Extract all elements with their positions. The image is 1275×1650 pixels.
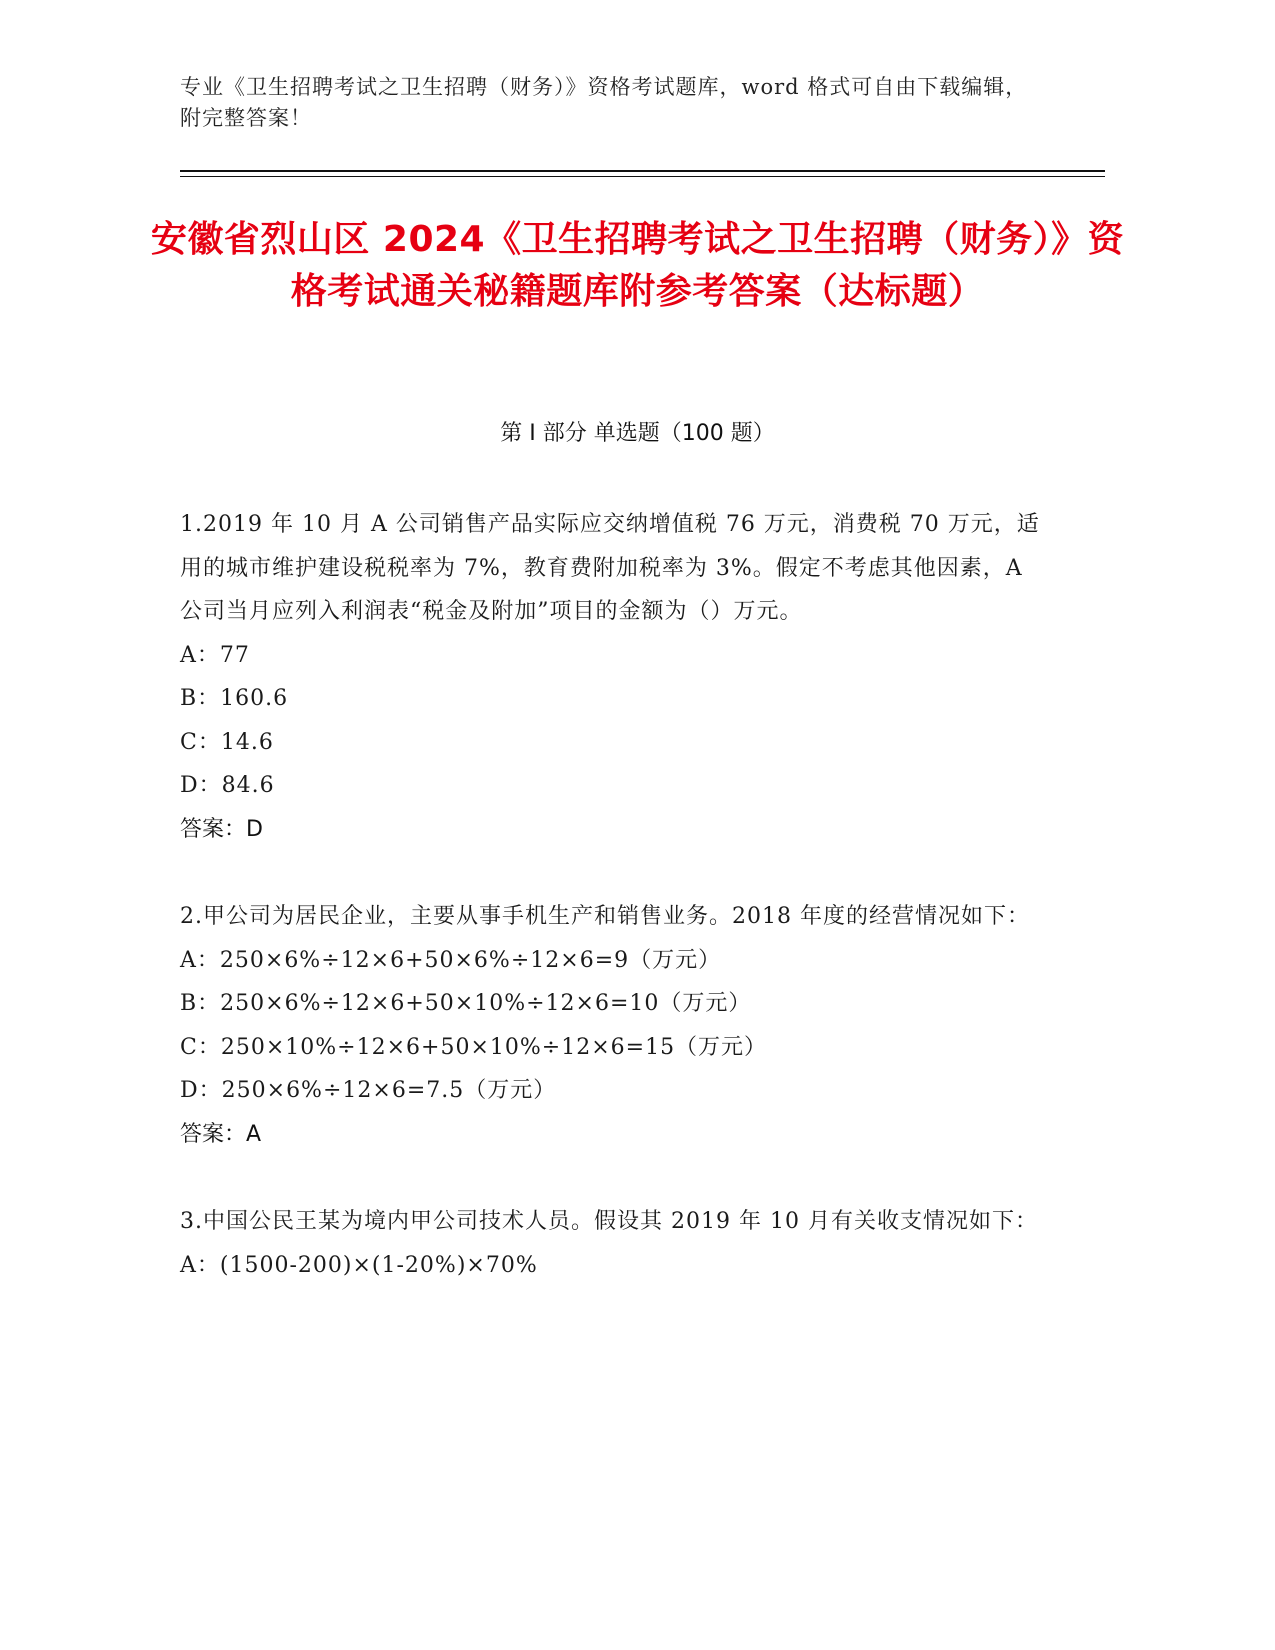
section-heading: 第 I 部分 单选题（100 题） xyxy=(500,421,775,446)
question-stem: 2.甲公司为居民企业，主要从事手机生产和销售业务。2018 年度的经营情况如下： xyxy=(180,904,1030,929)
header-note: 专业《卫生招聘考试之卫生招聘（财务）》资格考试题库，word 格式可自由下载编辑，附完整答案！ xyxy=(180,75,1028,130)
header-divider-thick xyxy=(180,170,1105,172)
option-d: D：84.6 xyxy=(180,773,275,798)
header-divider-thin xyxy=(180,176,1105,177)
option-a: A：77 xyxy=(180,642,250,668)
option-a: A：(1500-200)×(1-20%)×70% xyxy=(180,1252,538,1278)
question-1 xyxy=(180,503,1040,851)
option-a: A：250×6%÷12×6+50×6%÷12×6=9（万元） xyxy=(180,947,722,973)
answer-line: 答案：A xyxy=(180,1121,262,1147)
question-2 xyxy=(180,895,1040,1156)
answer-line: 答案：D xyxy=(180,816,263,842)
option-c: C：14.6 xyxy=(180,729,274,755)
option-c: C：250×10%÷12×6+50×10%÷12×6=15（万元） xyxy=(180,1034,768,1060)
option-b: B：250×6%÷12×6+50×10%÷12×6=10（万元） xyxy=(180,991,752,1016)
question-3 xyxy=(180,1200,1040,1287)
option-b: B：160.6 xyxy=(180,686,289,711)
question-stem: 1.2019 年 10 月 A 公司销售产品实际应交纳增值税 76 万元，消费税 70 万元，适用的城市维护建设税税率为 7%，教育费附加税率为 3%。假定不考虑其他因素，A 公司当月应列入利润表“税金及附加”项目的金额为（）万元。 xyxy=(180,512,1040,624)
question-list xyxy=(180,503,1040,1331)
option-d: D：250×6%÷12×6=7.5（万元） xyxy=(180,1078,557,1103)
document-title: 安徽省烈山区 2024《卫生招聘考试之卫生招聘（财务）》资格考试通关秘籍题库附参考答案（达标题） xyxy=(150,219,1125,312)
question-stem: 3.中国公民王某为境内甲公司技术人员。假设其 2019 年 10 月有关收支情况如下： xyxy=(180,1209,1038,1234)
